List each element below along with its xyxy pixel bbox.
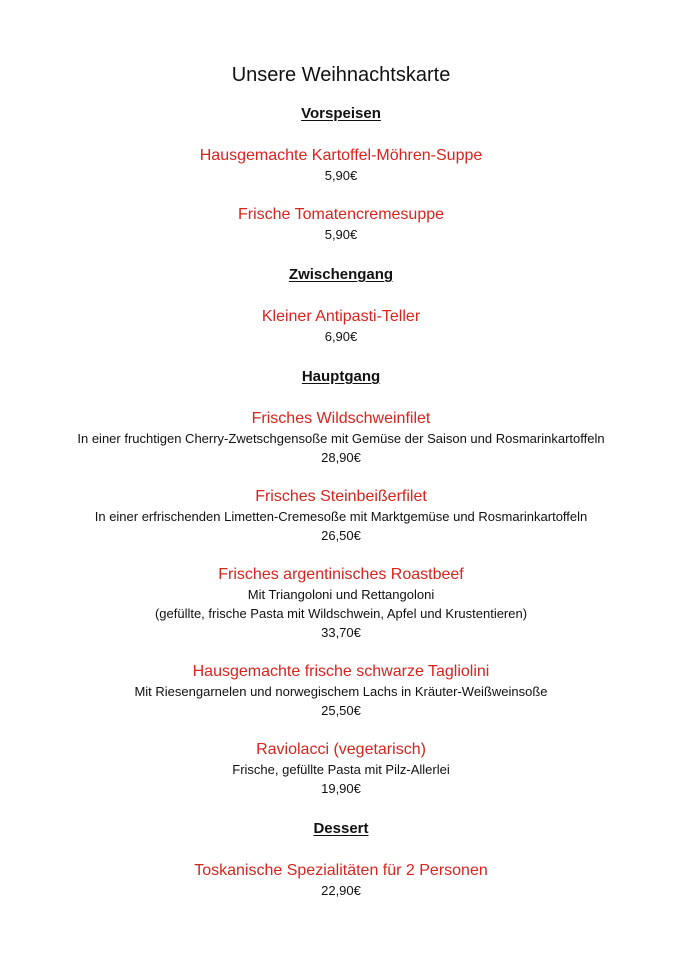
item-description: Frische, gefüllte Pasta mit Pilz-Allerlei (232, 762, 450, 777)
section-hauptgang (0, 367, 682, 798)
item-price: 6,90€ (324, 329, 358, 344)
menu-item (0, 860, 682, 900)
menu-item (0, 408, 682, 467)
menu-item (0, 145, 682, 185)
item-price: 28,90€ (321, 450, 361, 465)
item-name: Frisches Steinbeißerfilet (255, 488, 427, 505)
section-zwischengang (0, 265, 682, 346)
menu-item (0, 661, 682, 720)
menu-item (0, 486, 682, 545)
menu-item (0, 306, 682, 346)
item-price: 26,50€ (321, 528, 361, 543)
item-price: 19,90€ (321, 781, 361, 796)
item-name: Frisches argentinisches Roastbeef (218, 566, 464, 583)
item-price: 5,90€ (324, 168, 358, 183)
item-price: 25,50€ (321, 703, 361, 718)
section-heading: Dessert (313, 820, 369, 837)
item-description: In einer erfrischenden Limetten-Cremesoße mit Marktgemüse und Rosmarinkartoffeln (94, 509, 588, 524)
item-name: Frische Tomatencremesuppe (237, 206, 445, 223)
item-price: 22,90€ (321, 883, 361, 898)
item-name: Kleiner Antipasti-Teller (261, 308, 421, 325)
item-price: 5,90€ (324, 227, 358, 242)
item-name: Hausgemachte Kartoffel-Möhren-Suppe (199, 147, 483, 164)
section-heading: Hauptgang (301, 368, 381, 385)
item-description: (gefüllte, frische Pasta mit Wildschwein, Apfel und Krustentieren) (154, 606, 528, 621)
item-name: Hausgemachte frische schwarze Tagliolini (192, 663, 490, 680)
section-vorspeisen (0, 104, 682, 244)
menu-item (0, 739, 682, 798)
menu-item (0, 564, 682, 642)
section-heading: Zwischengang (288, 266, 394, 283)
item-name: Frisches Wildschweinfilet (251, 410, 431, 427)
item-description: Mit Triangoloni und Rettangoloni (247, 587, 435, 602)
section-dessert (0, 819, 682, 900)
section-heading: Vorspeisen (301, 105, 381, 122)
item-price: 33,70€ (321, 625, 361, 640)
item-name: Toskanische Spezialitäten für 2 Personen (194, 862, 488, 879)
item-description: Mit Riesengarnelen und norwegischem Lachs in Kräuter-Weißweinsoße (134, 684, 548, 699)
item-name: Raviolacci (vegetarisch) (256, 741, 426, 758)
menu-title: Unsere Weihnachtskarte (231, 64, 451, 86)
menu-item (0, 204, 682, 244)
item-description: In einer fruchtigen Cherry-Zwetschgensoße mit Gemüse der Saison und Rosmarinkartoffeln (77, 431, 605, 446)
